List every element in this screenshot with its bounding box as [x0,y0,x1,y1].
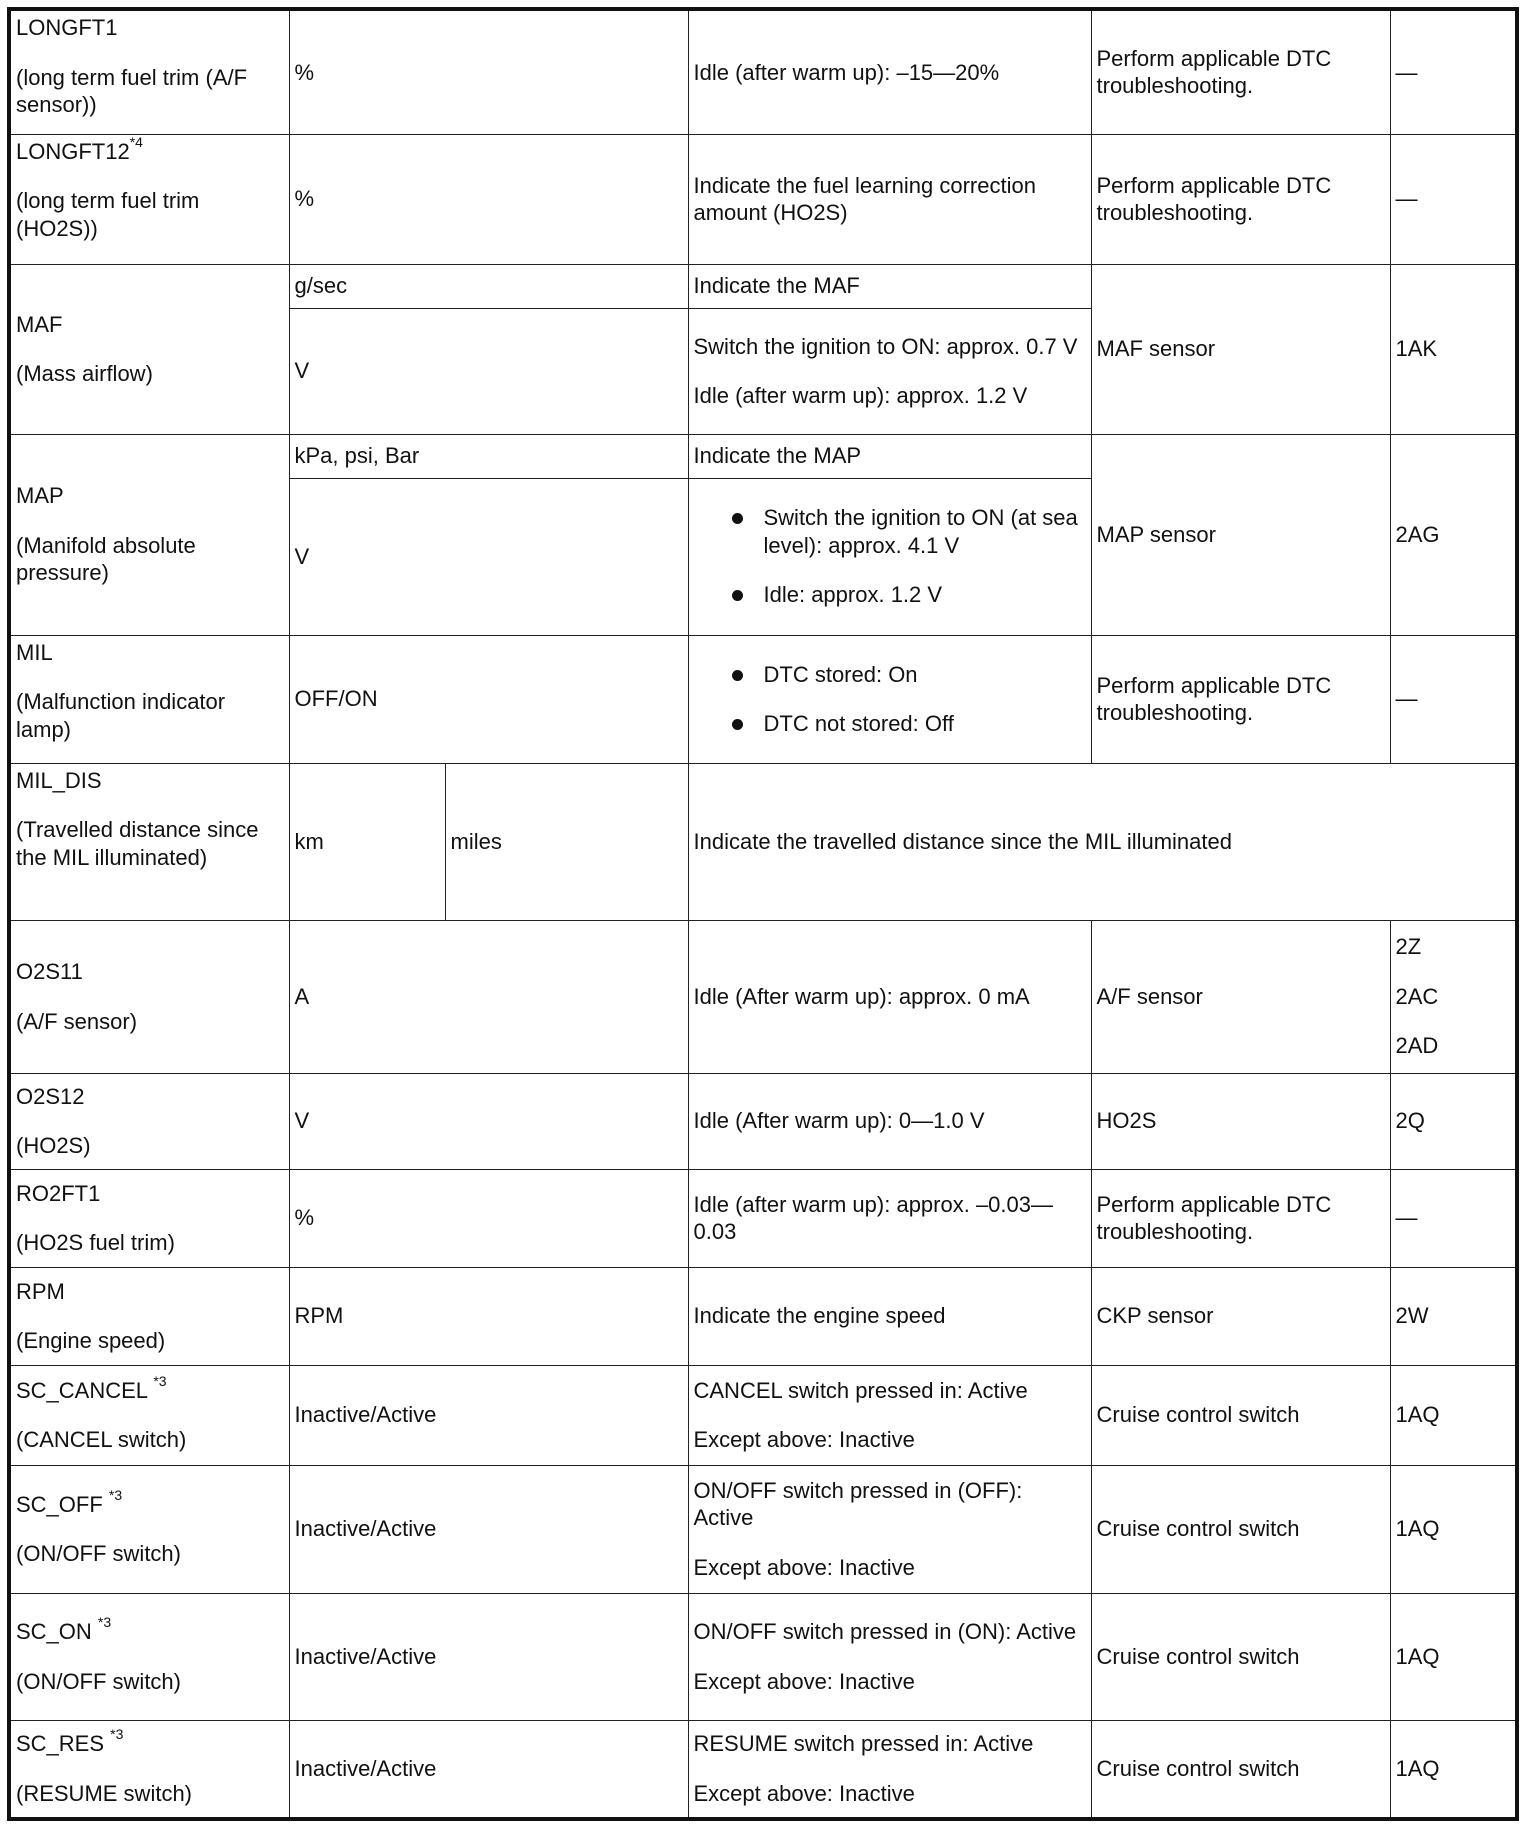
monitor-item-table [7,7,1519,1821]
item-name: MIL [16,639,53,665]
condition-line: Except above: Inactive [693,1780,915,1806]
ref-cell: 1AQ [1390,1365,1517,1465]
unit-cell: V [289,1073,688,1169]
unit-cell: Inactive/Active [289,1365,688,1465]
unit-cell: % [289,9,688,134]
table-row [9,1365,1517,1465]
condition-line: ON/OFF switch pressed in (ON): Active [693,1619,1077,1644]
item-desc: (long term fuel trim (A/F sensor)) [16,64,248,117]
ref-cell: — [1390,9,1517,134]
action-cell: Cruise control switch [1091,1593,1390,1720]
action-cell: MAP sensor [1091,434,1390,635]
condition-line: Idle (after warm up): approx. 1.2 V [693,383,1028,408]
unit-cell: % [289,134,688,264]
item-cell [9,1720,289,1819]
item-desc: (long term fuel trim (HO2S)) [16,188,200,241]
ref-cell: 2W [1390,1267,1517,1365]
item-desc: (Malfunction indicator lamp) [16,689,226,742]
item-cell [9,1267,289,1365]
unit-cell: V [289,308,688,434]
item-desc: (HO2S) [16,1133,91,1158]
action-cell: A/F sensor [1091,920,1390,1073]
bullet-item: Idle: approx. 1.2 V [764,581,1086,609]
condition-cell [688,308,1091,434]
action-cell: Perform applicable DTC troubleshooting. [1091,9,1390,134]
item-desc: (Mass airflow) [16,361,153,386]
condition-cell [688,1465,1091,1593]
item-cell [9,1465,289,1593]
action-cell: CKP sensor [1091,1267,1390,1365]
item-cell [9,1169,289,1267]
item-name: O2S11 [16,959,83,984]
item-cell [9,920,289,1073]
ref-cell: — [1390,134,1517,264]
item-name: SC_OFF [16,1491,103,1517]
condition-line: Except above: Inactive [693,1554,915,1580]
condition-cell: Indicate the engine speed [688,1267,1091,1365]
footnote-mark: *3 [153,1372,167,1389]
bullet-item: DTC stored: On [764,661,1086,689]
item-name: LONGFT12 [16,138,130,164]
unit-cell: % [289,1169,688,1267]
action-cell: Perform applicable DTC troubleshooting. [1091,635,1390,763]
item-desc: (Travelled distance since the MIL illuminated) [16,817,259,870]
condition-cell: Idle (After warm up): approx. 0 mA [688,920,1091,1073]
unit-cell: kPa, psi, Bar [289,434,688,478]
item-desc: (CANCEL switch) [16,1427,187,1452]
condition-cell: Idle (after warm up): –15—20% [688,9,1091,134]
ref-cell: 1AQ [1390,1720,1517,1819]
unit-cell: Inactive/Active [289,1593,688,1720]
item-desc: (A/F sensor) [16,1008,138,1034]
bullet-item: DTC not stored: Off [764,710,1086,738]
condition-line: ON/OFF switch pressed in (OFF): Active [693,1477,1023,1531]
condition-cell: Indicate the MAF [688,264,1091,308]
action-cell: Perform applicable DTC troubleshooting. [1091,1169,1390,1267]
item-cell [9,1593,289,1720]
item-cell [9,1365,289,1465]
action-cell: Cruise control switch [1091,1465,1390,1593]
ref-cell: 1AK [1390,264,1517,434]
ref-cell: 2AG [1390,434,1517,635]
condition-line: Switch the ignition to ON: approx. 0.7 V [693,333,1078,359]
item-cell [9,9,289,134]
condition-cell [688,478,1091,635]
action-cell: Perform applicable DTC troubleshooting. [1091,134,1390,264]
unit-cell: A [289,920,688,1073]
action-cell: Cruise control switch [1091,1365,1390,1465]
unit-cell: RPM [289,1267,688,1365]
condition-line: Except above: Inactive [693,1427,915,1452]
item-desc: (RESUME switch) [16,1780,193,1806]
condition-cell: Indicate the MAP [688,434,1091,478]
item-cell [9,434,289,635]
footnote-mark: *3 [110,1726,124,1743]
condition-cell: Idle (after warm up): approx. –0.03—0.03 [688,1169,1091,1267]
item-name: SC_CANCEL [16,1377,148,1403]
item-cell [9,1073,289,1169]
table-row [9,1593,1517,1720]
unit-cell: Inactive/Active [289,1720,688,1819]
item-cell [9,264,289,434]
action-cell: HO2S [1091,1073,1390,1169]
table-row [9,134,1517,264]
table-row [9,434,1517,478]
condition-cell [688,1720,1091,1819]
footnote-mark: *3 [97,1614,112,1630]
table-row [9,264,1517,308]
ref-cell: 1AQ [1390,1465,1517,1593]
item-cell [9,134,289,264]
ref-cell: — [1390,635,1517,763]
table-row [9,763,1517,920]
item-name: O2S12 [16,1083,85,1109]
footnote-mark: *3 [108,1486,123,1503]
ref-value: 2Z [1395,934,1422,960]
bullet-list [694,504,1086,609]
item-name: SC_RES [16,1731,105,1757]
item-name: MAF [16,311,63,337]
ref-value: 2AD [1395,1033,1439,1059]
unit-cell: OFF/ON [289,635,688,763]
table-row [9,635,1517,763]
item-name: RO2FT1 [16,1180,101,1206]
table-row [9,1267,1517,1365]
action-cell: Cruise control switch [1091,1720,1390,1819]
unit-cell: V [289,478,688,635]
table-row [9,1465,1517,1593]
ref-cell: 2Q [1390,1073,1517,1169]
condition-cell [688,635,1091,763]
item-desc: (Engine speed) [16,1328,166,1353]
table-row [9,9,1517,134]
table-row [9,1720,1517,1819]
action-cell: MAF sensor [1091,264,1390,434]
unit-cell: g/sec [289,264,688,308]
condition-cell [688,1365,1091,1465]
table-row [9,920,1517,1073]
item-desc: (Manifold absolute pressure) [16,532,196,586]
bullet-list [694,661,1086,738]
unit-km-cell: km [289,763,445,920]
condition-line: RESUME switch pressed in: Active [693,1731,1034,1757]
ref-cell: — [1390,1169,1517,1267]
unit-miles-cell: miles [445,763,688,920]
condition-cell [688,1593,1091,1720]
table-row [9,1169,1517,1267]
condition-cell: Indicate the fuel learning correction amount (HO2S) [688,134,1091,264]
table-row [9,1073,1517,1169]
condition-line: Except above: Inactive [693,1668,915,1694]
item-desc: (ON/OFF switch) [16,1541,181,1566]
item-cell [9,763,289,920]
unit-cell: Inactive/Active [289,1465,688,1593]
condition-line: CANCEL switch pressed in: Active [693,1377,1028,1403]
item-name: MAP [16,483,64,509]
item-name: LONGFT1 [16,15,118,40]
condition-cell: Indicate the travelled distance since the MIL illuminated [688,763,1517,920]
ref-cell: 1AQ [1390,1593,1517,1720]
footnote-mark: *4 [129,133,143,150]
item-desc: (ON/OFF switch) [16,1668,181,1694]
item-name: RPM [16,1278,65,1304]
ref-value: 2AC [1395,983,1439,1009]
bullet-item: Switch the ignition to ON (at sea level): approx. 4.1 V [764,504,1086,559]
item-name: MIL_DIS [16,767,102,793]
item-name: SC_ON [16,1619,92,1644]
item-cell [9,635,289,763]
condition-cell: Idle (After warm up): 0—1.0 V [688,1073,1091,1169]
item-desc: (HO2S fuel trim) [16,1230,175,1255]
ref-cell [1390,920,1517,1073]
